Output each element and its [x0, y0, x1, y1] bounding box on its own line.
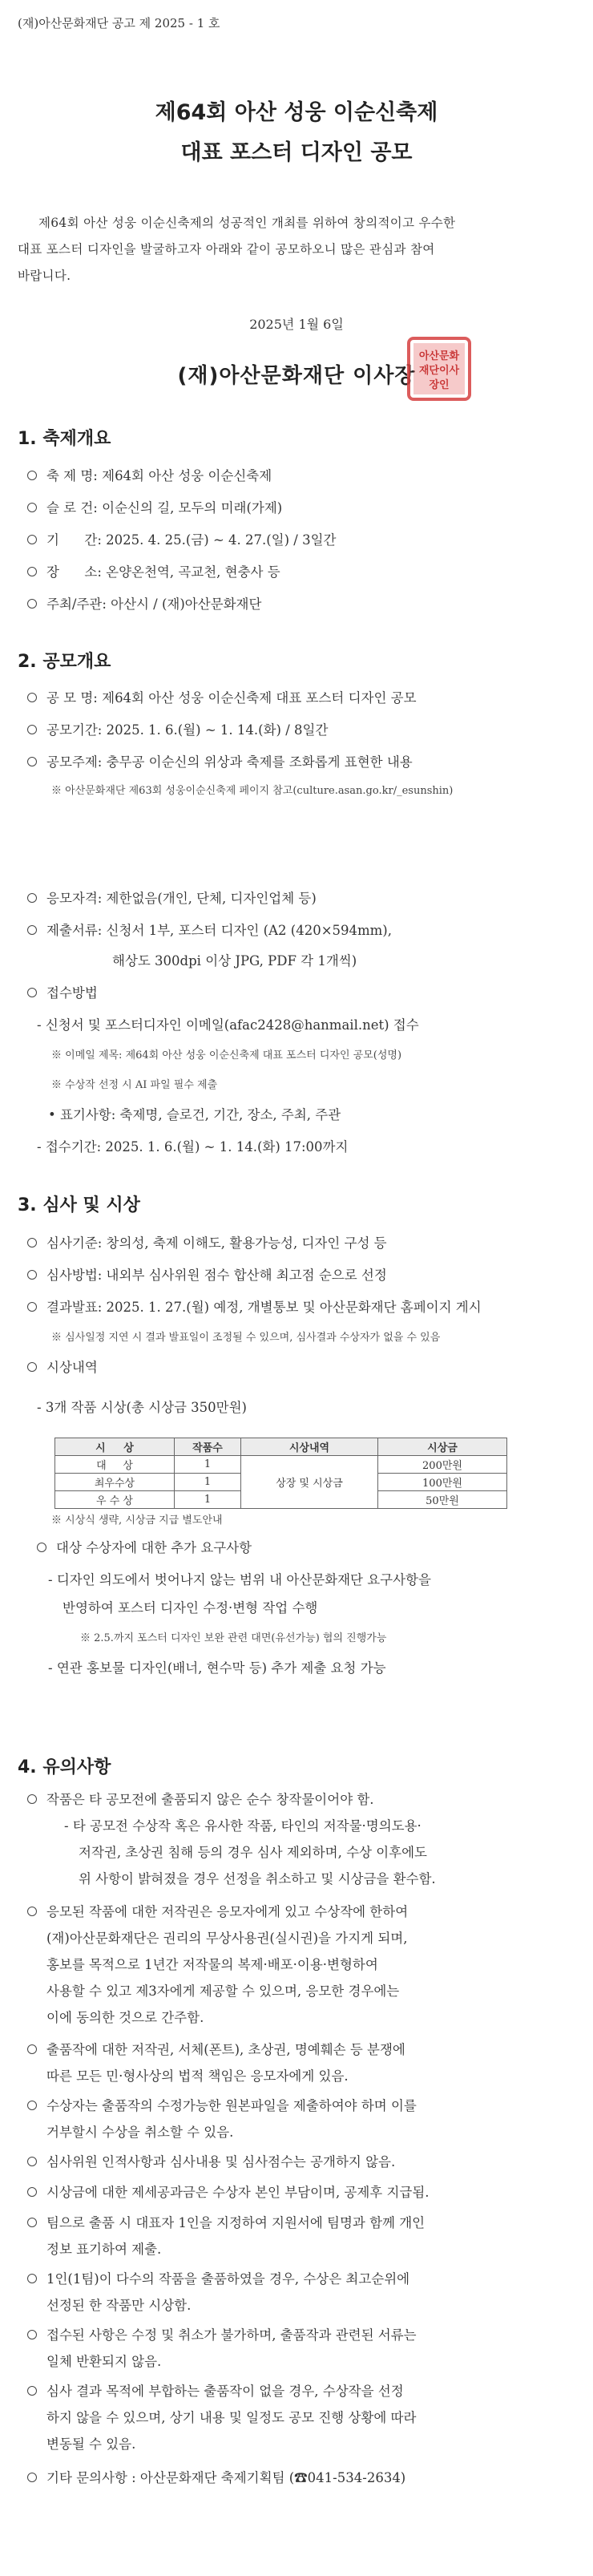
mandatory-items: • 표기사항: 축제명, 슬로건, 기간, 장소, 주최, 주관 [48, 1107, 341, 1122]
issuer-name: (재)아산문화재단 이사장 [177, 364, 416, 388]
intro-line-1: 제64회 아산 성웅 이순신축제의 성공적인 개최를 위하여 창의적이고 우수한 [38, 216, 456, 230]
table-header: 시 상 [55, 1438, 175, 1456]
table-cell: 1 [175, 1456, 241, 1474]
requirement-1: - 디자인 의도에서 벗어나지 않는 범위 내 아산문화재단 요구사항을 [48, 1572, 431, 1587]
circle-bullet-icon [27, 599, 37, 609]
circle-bullet-icon [27, 1794, 37, 1804]
documents-row-cont: 해상도 300dpi 이상 JPG, PDF 각 1개씩) [112, 953, 357, 969]
notice-number: (재)아산문화재단 공고 제 2025 - 1 호 [18, 16, 220, 30]
circle-bullet-icon [27, 893, 37, 903]
intro-line-2: 대표 포스터 디자인을 발굴하고자 아래와 같이 공모하오니 많은 관심과 참여 [18, 242, 435, 257]
subject-reference-note: ※ 아산문화재단 제63회 성웅이순신축제 페이지 참고(culture.asan.go.kr/_esunshin) [51, 785, 454, 797]
table-cell: 상장 및 시상금 [241, 1456, 378, 1509]
table-cell: 최우수상 [55, 1474, 175, 1491]
notice-date: 2025년 1월 6일 [249, 317, 344, 332]
table-cell: 100만원 [378, 1474, 507, 1491]
circle-bullet-icon [27, 693, 37, 702]
section-2-heading: 2. 공모개요 [18, 652, 111, 672]
contest-period-row: 공모기간: 2025. 1. 6.(월) ~ 1. 14.(화) / 8일간 [27, 719, 328, 738]
contest-name-row: 공 모 명: 제64회 아산 성웅 이순신축제 대표 포스터 디자인 공모 [27, 687, 417, 706]
requirement-1-cont: 반영하여 포스터 디자인 수정·변형 작업 수행 [63, 1600, 318, 1616]
venue-row: 장 소: 온양온천역, 곡교천, 현충사 등 [27, 561, 280, 580]
table-header: 시상내역 [241, 1438, 378, 1456]
svg-text:재단이사: 재단이사 [418, 365, 460, 377]
caution-item-8: 1인(1팀)이 다수의 작품을 출품하였을 경우, 수상은 최고순위에 선정된 한 작품만 시상함. [27, 2266, 580, 2319]
receipt-period: - 접수기간: 2025. 1. 6.(월) ~ 1. 14.(화) 17:00까지 [37, 1139, 349, 1155]
contest-subject-row: 공모주제: 충무공 이순신의 위상과 축제를 조화롭게 표현한 내용 [27, 751, 413, 770]
circle-bullet-icon [27, 725, 37, 734]
caution-item-7: 팀으로 출품 시 대표자 1인을 지정하여 지원서에 팀명과 함께 개인 정보 표기하여 제출. [27, 2210, 580, 2263]
table-cell: 우 수 상 [55, 1491, 175, 1509]
circle-bullet-icon [27, 2101, 37, 2110]
judging-row: 심사방법: 내외부 심사위원 점수 합산해 최고점 순으로 선정 [27, 1264, 387, 1284]
circle-bullet-icon [27, 2330, 37, 2339]
svg-text:장인: 장인 [429, 379, 450, 391]
circle-bullet-icon [27, 535, 37, 544]
circle-bullet-icon [27, 567, 37, 576]
extra-requirements-heading: 대상 수상자에 대한 추가 요구사항 [37, 1537, 252, 1556]
title-line-2: 대표 포스터 디자인 공모 [180, 140, 413, 165]
host-row: 주최/주관: 아산시 / (재)아산문화재단 [27, 593, 261, 613]
table-cell: 대 상 [55, 1456, 175, 1474]
eligibility-row: 응모자격: 제한없음(개인, 단체, 디자인업체 등) [27, 888, 317, 907]
caution-item-6: 시상금에 대한 제세공과금은 수상자 본인 부담이며, 공제후 지급됨. [27, 2179, 580, 2206]
caution-item-5: 심사위원 인적사항과 심사내용 및 심사점수는 공개하지 않음. [27, 2149, 580, 2175]
table-cell: 50만원 [378, 1491, 507, 1509]
circle-bullet-icon [27, 2386, 37, 2396]
requirement-2: - 연관 홍보물 디자인(배너, 현수막 등) 추가 제출 요청 가능 [48, 1660, 386, 1676]
circle-bullet-icon [27, 1238, 37, 1248]
circle-bullet-icon [27, 503, 37, 512]
circle-bullet-icon [27, 1270, 37, 1280]
caution-item-4: 수상자는 출품작의 수정가능한 원본파일을 제출하여야 하며 이를 거부할시 수상을 취소할 수 있음. [27, 2093, 580, 2145]
result-note: ※ 심사일정 지연 시 결과 발표일이 조정될 수 있으며, 심사결과 수상자가 없을 수 있음 [51, 1332, 441, 1344]
circle-bullet-icon [27, 2473, 37, 2482]
award-table [54, 1438, 507, 1509]
caution-item-2: 응모된 작품에 대한 저작권은 응모자에게 있고 수상작에 한하여 (재)아산문화재단은 권리의 무상사용권(실시권)을 가지게 되며, 홍보를 목적으로 1년간 저작물의 복제·배포·이용·변형하여 사용할 수 있고 제3자에게 제공할 수 있으며, 응모한 경우에는 이에 동의한 것으로 간주함. [27, 1899, 580, 2031]
caution-item-9: 접수된 사항은 수정 및 취소가 불가하며, 출품작과 관련된 서류는 일체 반환되지 않음. [27, 2322, 580, 2375]
circle-bullet-icon [27, 2274, 37, 2283]
email-subject-note: ※ 이메일 제목: 제64회 아산 성웅 이순신축제 대표 포스터 디자인 공모(성명) [51, 1049, 402, 1062]
documents-row: 제출서류: 신청서 1부, 포스터 디자인 (A2 (420×594mm), [27, 920, 392, 939]
submission-email: - 신청서 및 포스터디자인 이메일(afac2428@hanmail.net) 접수 [37, 1017, 419, 1033]
caution-item-3: 출품작에 대한 저작권, 서체(폰트), 초상권, 명예훼손 등 분쟁에 따른 모든 민·형사상의 법적 책임은 응모자에게 있음. [27, 2036, 580, 2089]
section-4-heading: 4. 유의사항 [18, 1757, 111, 1777]
circle-bullet-icon [27, 2044, 37, 2054]
official-seal [405, 335, 473, 402]
svg-text:아산문화: 아산문화 [418, 350, 460, 362]
circle-bullet-icon [27, 757, 37, 766]
circle-bullet-icon [27, 1362, 37, 1372]
table-header-row [55, 1438, 507, 1456]
award-heading: 시상내역 [27, 1357, 98, 1376]
table-cell: 200만원 [378, 1456, 507, 1474]
circle-bullet-icon [27, 925, 37, 935]
period-row: 기 간: 2025. 4. 25.(금) ~ 4. 27.(일) / 3일간 [27, 529, 336, 548]
ai-file-note: ※ 수상작 선정 시 AI 파일 필수 제출 [51, 1079, 218, 1091]
tax-note: ※ 시상식 생략, 시상금 지급 별도안내 [51, 1514, 223, 1527]
section-1-heading: 1. 축제개요 [18, 429, 111, 449]
table-header: 작품수 [175, 1438, 241, 1456]
table-header: 시상금 [378, 1438, 507, 1456]
caution-item-11: 기타 문의사항 : 아산문화재단 축제기획팀 (☎041-534-2634) [27, 2465, 580, 2491]
circle-bullet-icon [27, 2218, 37, 2227]
section-3-heading: 3. 심사 및 시상 [18, 1195, 140, 1215]
circle-bullet-icon [27, 988, 37, 997]
circle-bullet-icon [27, 2157, 37, 2166]
circle-bullet-icon [37, 1543, 46, 1552]
circle-bullet-icon [27, 1907, 37, 1916]
submission-method-heading: 접수방법 [27, 982, 98, 1001]
table-cell: 1 [175, 1491, 241, 1509]
intro-line-3: 바랍니다. [18, 269, 71, 283]
criteria-row: 심사기준: 창의성, 축제 이해도, 활용가능성, 디자인 구성 등 [27, 1232, 387, 1252]
table-cell: 1 [175, 1474, 241, 1491]
requirement-note: ※ 2.5.까지 포스터 디자인 보완 관련 대면(유선가능) 협의 진행가능 [80, 1632, 387, 1644]
table-row [55, 1456, 507, 1474]
caution-item-1: 작품은 타 공모전에 출품되지 않은 순수 창작물이어야 함. - 타 공모전 수상작 혹은 유사한 작품, 타인의 저작물·명의도용· 저작권, 초상권 침해 등의 경우 심사 제외하며, 수상 이후에도 위 사항이 밝혀졌을 경우 선정을 취소하고 및 시상금을 환수함. [27, 1786, 580, 1892]
slogan-row: 슬 로 건: 이순신의 길, 모두의 미래(가제) [27, 497, 282, 516]
result-row: 결과발표: 2025. 1. 27.(월) 예정, 개별통보 및 아산문화재단 홈페이지 게시 [27, 1296, 482, 1316]
circle-bullet-icon [27, 471, 37, 480]
intro-paragraph [18, 210, 575, 289]
caution-item-10: 심사 결과 목적에 부합하는 출품작이 없을 경우, 수상작을 선정 하지 않을 수 있으며, 상기 내용 및 일정도 공모 진행 상황에 따라 변동될 수 있음. [27, 2378, 580, 2457]
festival-name-row: 축 제 명: 제64회 아산 성웅 이순신축제 [27, 465, 272, 484]
title-line-1: 제64회 아산 성웅 이순신축제 [155, 100, 438, 125]
circle-bullet-icon [27, 1302, 37, 1312]
award-summary: - 3개 작품 시상(총 시상금 350만원) [37, 1400, 247, 1415]
circle-bullet-icon [27, 2187, 37, 2197]
